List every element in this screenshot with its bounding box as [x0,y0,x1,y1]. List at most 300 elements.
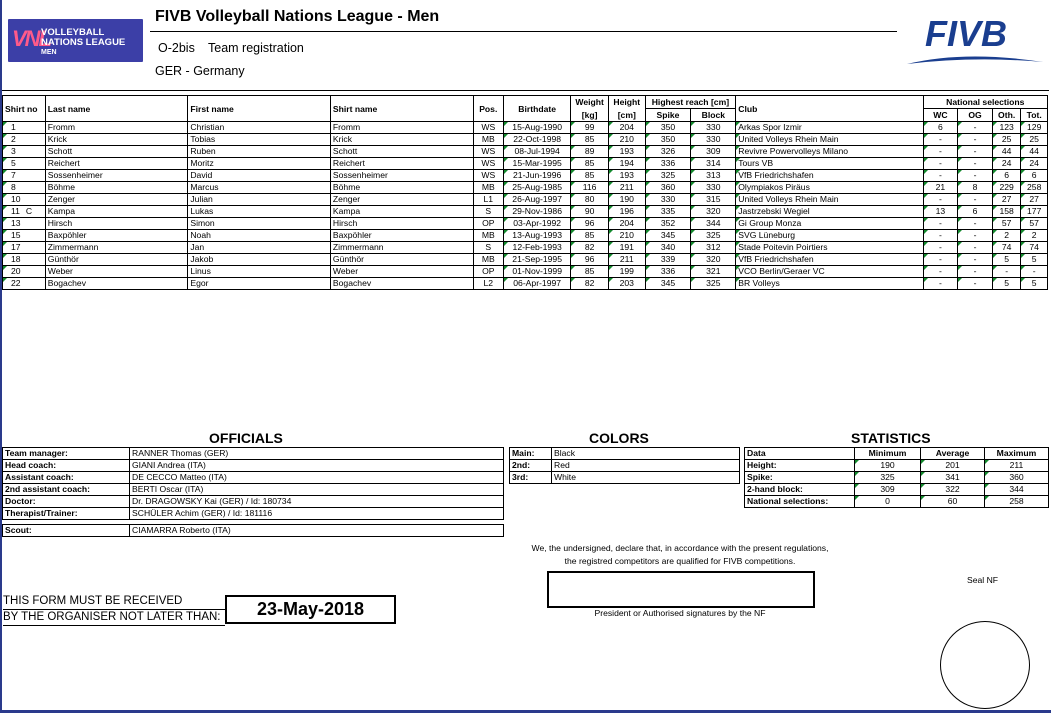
color-row [510,448,740,460]
player-last-name: Günthör [45,254,188,266]
player-last-name: Weber [45,266,188,278]
seal-label: Seal NF [967,575,999,585]
player-position: OP [473,266,504,278]
player-first-name: Linus [188,266,331,278]
player-shirt-no [3,182,46,194]
player-og: - [958,266,993,278]
color-value: White [552,472,740,484]
official-role: Therapist/Trainer: [3,508,130,520]
player-block: 309 [691,146,736,158]
player-spike: 339 [645,254,691,266]
player-number: 18 [11,254,21,264]
player-height: 190 [608,194,645,206]
declaration-line1: We, the undersigned, declare that, in accordance with the present regulations, [531,543,829,553]
player-shirt-no [3,170,46,182]
player-shirt-name: Bogachev [330,278,473,290]
player-height: 193 [608,146,645,158]
stats-header-data: Data [745,448,855,460]
player-wc: - [923,242,958,254]
player-og: 8 [958,182,993,194]
player-height: 193 [608,170,645,182]
player-club: VfB Friedrichshafen [736,254,923,266]
player-wc: - [923,218,958,230]
player-oth: 123 [992,122,1021,134]
player-block: 320 [691,254,736,266]
player-tot: - [1021,266,1048,278]
official-name: Dr. DRAGOWSKY Kai (GER) / Id: 180734 [130,496,504,508]
col-weight-unit: [kg] [571,109,609,122]
player-row [3,218,1048,230]
player-first-name: David [188,170,331,182]
title-underline [150,31,897,32]
player-birthdate: 26-Aug-1997 [504,194,571,206]
col-height-unit: [cm] [608,109,645,122]
player-club: Tours VB [736,158,923,170]
official-role: Team manager: [3,448,130,460]
player-shirt-no [3,218,46,230]
player-spike: 345 [645,278,691,290]
player-row [3,146,1048,158]
player-wc: - [923,146,958,158]
player-row [3,122,1048,134]
player-block: 313 [691,170,736,182]
player-first-name: Julian [188,194,331,206]
player-birthdate: 15-Aug-1990 [504,122,571,134]
statistics-row [745,484,1049,496]
player-block: 325 [691,278,736,290]
official-row [3,496,504,508]
player-shirt-name: Weber [330,266,473,278]
player-spike: 330 [645,194,691,206]
player-shirt-no [3,230,46,242]
stat-label: Height: [745,460,855,472]
deadline-line2: BY THE ORGANISER NOT LATER THAN: [3,610,225,626]
col-tot: Tot. [1021,109,1048,122]
player-weight: 96 [571,218,609,230]
player-first-name: Egor [188,278,331,290]
player-birthdate: 12-Feb-1993 [504,242,571,254]
color-value: Black [552,448,740,460]
player-tot: 6 [1021,170,1048,182]
player-spike: 325 [645,170,691,182]
header-rule [2,90,1049,91]
stat-average: 201 [921,460,985,472]
roster-body [3,122,1048,290]
player-tot: 258 [1021,182,1048,194]
player-shirt-name: Böhme [330,182,473,194]
player-wc: - [923,254,958,266]
player-shirt-name: Fromm [330,122,473,134]
official-name: DE CECCO Matteo (ITA) [130,472,504,484]
player-spike: 350 [645,134,691,146]
player-club: VfB Friedrichshafen [736,170,923,182]
player-row [3,242,1048,254]
col-pos: Pos. [473,96,504,122]
stats-header-max: Maximum [985,448,1049,460]
player-first-name: Lukas [188,206,331,218]
stat-minimum: 309 [855,484,921,496]
player-row [3,134,1048,146]
col-wc: WC [923,109,958,122]
player-oth: 74 [992,242,1021,254]
signature-caption: President or Authorised signatures by the NF [594,608,766,618]
player-height: 211 [608,254,645,266]
player-tot: 27 [1021,194,1048,206]
colors-title: COLORS [589,430,649,446]
player-weight: 99 [571,122,609,134]
player-shirt-name: Günthör [330,254,473,266]
col-club: Club [736,96,923,122]
player-weight: 82 [571,242,609,254]
player-og: - [958,242,993,254]
player-og: - [958,146,993,158]
player-oth: 27 [992,194,1021,206]
player-oth: 5 [992,278,1021,290]
player-birthdate: 21-Sep-1995 [504,254,571,266]
player-last-name: Zenger [45,194,188,206]
player-height: 211 [608,182,645,194]
player-first-name: Marcus [188,182,331,194]
col-national-selections: National selections [923,96,1047,109]
player-weight: 85 [571,266,609,278]
player-first-name: Noah [188,230,331,242]
player-wc: - [923,266,958,278]
player-position: WS [473,158,504,170]
player-shirt-no [3,134,46,146]
player-number: 8 [11,182,16,192]
player-last-name: Baxpöhler [45,230,188,242]
player-number: 5 [11,158,16,168]
player-last-name: Zimmermann [45,242,188,254]
col-last-name: Last name [45,96,188,122]
player-wc: 13 [923,206,958,218]
player-spike: 326 [645,146,691,158]
player-last-name: Krick [45,134,188,146]
player-weight: 82 [571,278,609,290]
player-weight: 85 [571,230,609,242]
player-wc: - [923,158,958,170]
col-spike: Spike [645,109,691,122]
roster-table [2,95,1048,290]
player-first-name: Jan [188,242,331,254]
signature-box[interactable] [547,571,815,608]
player-club: SVG Lüneburg [736,230,923,242]
player-shirt-name: Schott [330,146,473,158]
player-number: 22 [11,278,21,288]
player-weight: 90 [571,206,609,218]
player-spike: 350 [645,122,691,134]
player-club: Arkas Spor Izmir [736,122,923,134]
player-row [3,230,1048,242]
player-birthdate: 01-Nov-1999 [504,266,571,278]
player-shirt-no [3,254,46,266]
col-highest-reach: Highest reach [cm] [645,96,736,109]
officials-table [2,447,504,520]
statistics-row [745,496,1049,508]
vnl-logo-mark: VNL [12,26,50,51]
official-name: BERTI Oscar (ITA) [130,484,504,496]
player-last-name: Reichert [45,158,188,170]
player-position: MB [473,230,504,242]
player-spike: 352 [645,218,691,230]
stat-maximum: 360 [985,472,1049,484]
player-og: - [958,278,993,290]
player-wc: - [923,170,958,182]
official-name: SCHÜLER Achim (GER) / Id: 181116 [130,508,504,520]
player-birthdate: 08-Jul-1994 [504,146,571,158]
player-weight: 116 [571,182,609,194]
player-tot: 177 [1021,206,1048,218]
colors-body [510,448,740,484]
player-last-name: Bogachev [45,278,188,290]
player-shirt-name: Zenger [330,194,473,206]
player-wc: - [923,278,958,290]
vnl-logo-line1: VOLLEYBALL [41,27,105,38]
deadline-line1: THIS FORM MUST BE RECEIVED [3,594,225,610]
player-weight: 85 [571,134,609,146]
scout-value: CIAMARRA Roberto (ITA) [130,525,504,537]
player-oth: 5 [992,254,1021,266]
player-position: L2 [473,278,504,290]
player-shirt-no [3,242,46,254]
col-height: Height [608,96,645,109]
col-block: Block [691,109,736,122]
player-number: 20 [11,266,21,276]
official-name: GIANI Andrea (ITA) [130,460,504,472]
player-height: 204 [608,218,645,230]
player-shirt-name: Reichert [330,158,473,170]
player-last-name: Hirsch [45,218,188,230]
player-position: OP [473,218,504,230]
player-spike: 336 [645,158,691,170]
player-shirt-name: Kampa [330,206,473,218]
official-role: Head coach: [3,460,130,472]
player-last-name: Sossenheimer [45,170,188,182]
statistics-header-row [745,448,1049,460]
officials-title: OFFICIALS [209,430,283,446]
stat-maximum: 258 [985,496,1049,508]
player-first-name: Ruben [188,146,331,158]
player-tot: 5 [1021,278,1048,290]
official-row [3,484,504,496]
player-block: 320 [691,206,736,218]
player-oth: 24 [992,158,1021,170]
official-row [3,460,504,472]
player-first-name: Moritz [188,158,331,170]
seal-circle[interactable] [940,621,1030,709]
player-height: 191 [608,242,645,254]
stat-minimum: 325 [855,472,921,484]
player-spike: 345 [645,230,691,242]
official-role: Assistant coach: [3,472,130,484]
player-height: 203 [608,278,645,290]
player-position: MB [473,254,504,266]
color-label: Main: [510,448,552,460]
statistics-table [744,447,1049,508]
player-wc: 6 [923,122,958,134]
deadline-date: 23-May-2018 [225,595,396,624]
player-spike: 335 [645,206,691,218]
official-name: RANNER Thomas (GER) [130,448,504,460]
color-value: Red [552,460,740,472]
player-og: - [958,122,993,134]
stat-average: 60 [921,496,985,508]
player-block: 325 [691,230,736,242]
player-first-name: Christian [188,122,331,134]
statistics-row [745,472,1049,484]
player-first-name: Tobias [188,134,331,146]
stat-label: National selections: [745,496,855,508]
player-birthdate: 15-Mar-1995 [504,158,571,170]
official-row [3,472,504,484]
player-tot: 74 [1021,242,1048,254]
form-name: Team registration [208,41,304,55]
official-role: Doctor: [3,496,130,508]
player-og: 6 [958,206,993,218]
player-weight: 89 [571,146,609,158]
player-first-name: Jakob [188,254,331,266]
player-wc: 21 [923,182,958,194]
player-birthdate: 06-Apr-1997 [504,278,571,290]
player-number: 17 [11,242,21,252]
player-block: 315 [691,194,736,206]
player-club: Gi Group Monza [736,218,923,230]
player-number: 7 [11,170,16,180]
player-spike: 360 [645,182,691,194]
player-oth: 57 [992,218,1021,230]
player-number: 13 [11,218,21,228]
player-og: - [958,194,993,206]
player-weight: 85 [571,158,609,170]
player-height: 194 [608,158,645,170]
player-tot: 24 [1021,158,1048,170]
player-club: United Volleys Rhein Main [736,194,923,206]
player-weight: 96 [571,254,609,266]
stat-average: 322 [921,484,985,496]
color-row [510,460,740,472]
player-shirt-no [3,266,46,278]
player-birthdate: 29-Nov-1986 [504,206,571,218]
player-birthdate: 03-Apr-1992 [504,218,571,230]
player-block: 312 [691,242,736,254]
player-row [3,278,1048,290]
player-spike: 340 [645,242,691,254]
player-og: - [958,134,993,146]
player-wc: - [923,134,958,146]
player-shirt-no [3,194,46,206]
player-tot: 57 [1021,218,1048,230]
stat-minimum: 190 [855,460,921,472]
player-tot: 25 [1021,134,1048,146]
player-weight: 80 [571,194,609,206]
player-og: - [958,218,993,230]
col-oth: Oth. [992,109,1021,122]
statistics-body [745,448,1049,508]
player-position: S [473,206,504,218]
player-wc: - [923,230,958,242]
scout-label: Scout: [3,525,130,537]
player-shirt-no [3,158,46,170]
player-tot: 44 [1021,146,1048,158]
col-birthdate: Birthdate [504,96,571,122]
player-shirt-name: Krick [330,134,473,146]
player-last-name: Kampa [45,206,188,218]
stats-header-avg: Average [921,448,985,460]
player-position: WS [473,146,504,158]
player-oth: - [992,266,1021,278]
player-oth: 25 [992,134,1021,146]
stat-maximum: 344 [985,484,1049,496]
player-row [3,254,1048,266]
player-og: - [958,230,993,242]
player-club: Olympiakos Piräus [736,182,923,194]
player-block: 314 [691,158,736,170]
vnl-logo-line2: NATIONS LEAGUE [41,37,126,48]
roster-header-row-1 [3,96,1048,109]
player-number: 11 [11,206,20,216]
colors-table [509,447,740,484]
scout-table [2,524,504,537]
official-row [3,448,504,460]
player-number: 3 [11,146,16,156]
player-position: WS [473,170,504,182]
declaration [470,542,890,568]
player-tot: 5 [1021,254,1048,266]
col-shirt-no: Shirt no [3,96,46,122]
player-last-name: Fromm [45,122,188,134]
player-number: 15 [11,230,21,240]
player-shirt-name: Hirsch [330,218,473,230]
stat-label: 2-hand block: [745,484,855,496]
player-height: 210 [608,134,645,146]
player-club: Jastrzebski Wegiel [736,206,923,218]
official-row [3,508,504,520]
player-club: Stade Poitevin Poirtiers [736,242,923,254]
player-og: - [958,254,993,266]
player-club: United Volleys Rhein Main [736,134,923,146]
player-oth: 229 [992,182,1021,194]
player-birthdate: 21-Jun-1996 [504,170,571,182]
col-weight: Weight [571,96,609,109]
player-shirt-no [3,206,46,218]
player-club: VCO Berlin/Geraer VC [736,266,923,278]
form-code: O-2bis [158,41,195,55]
fivb-logo-swoosh [907,56,1043,64]
player-og: - [958,158,993,170]
vnl-logo-line3: MEN [41,49,57,56]
fivb-logo-text: FIVB [925,13,1008,54]
player-birthdate: 13-Aug-1993 [504,230,571,242]
player-row [3,266,1048,278]
player-og: - [958,170,993,182]
player-birthdate: 22-Oct-1998 [504,134,571,146]
player-oth: 44 [992,146,1021,158]
col-og: OG [958,109,993,122]
player-oth: 158 [992,206,1021,218]
player-block: 330 [691,134,736,146]
player-number: 1 [11,122,16,132]
vnl-logo [8,19,143,62]
player-position: S [473,242,504,254]
stat-maximum: 211 [985,460,1049,472]
player-row [3,206,1048,218]
stat-minimum: 0 [855,496,921,508]
captain-marker: C [25,206,33,216]
official-role: 2nd assistant coach: [3,484,130,496]
stat-average: 341 [921,472,985,484]
player-position: MB [473,182,504,194]
col-shirt-name: Shirt name [330,96,473,122]
